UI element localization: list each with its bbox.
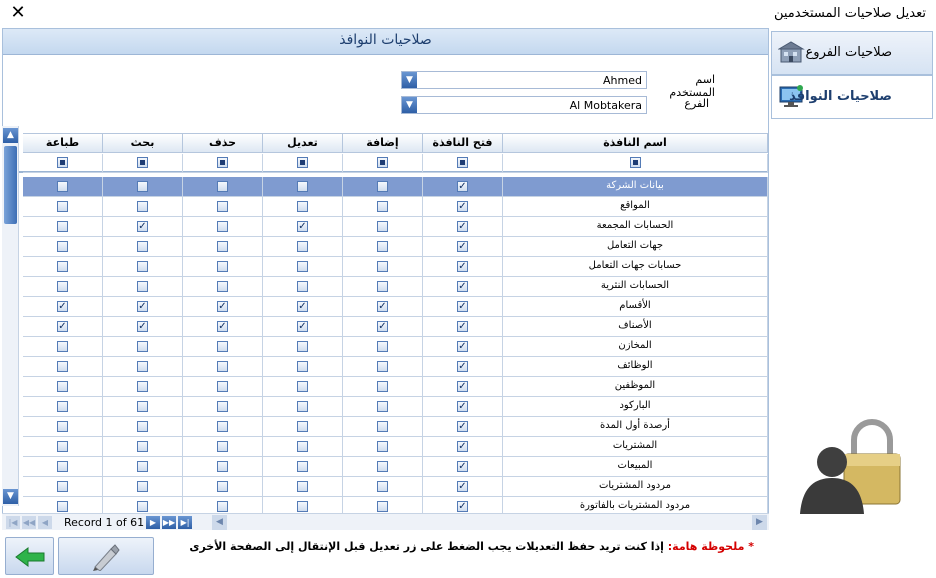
window-name-cell: المخازن bbox=[503, 337, 768, 357]
permission-cell bbox=[23, 177, 103, 197]
permission-checkbox[interactable] bbox=[137, 421, 148, 432]
prev-page-icon[interactable]: ◀◀ bbox=[22, 518, 36, 527]
select-all-checkbox[interactable] bbox=[137, 157, 148, 168]
permission-cell bbox=[263, 277, 343, 297]
back-arrow-icon bbox=[14, 546, 46, 568]
permission-cell bbox=[103, 397, 183, 417]
window-name-cell: المواقع bbox=[503, 197, 768, 217]
table-row[interactable] bbox=[23, 177, 768, 197]
permission-checkbox[interactable] bbox=[57, 221, 68, 232]
permission-cell bbox=[103, 337, 183, 357]
building-icon bbox=[778, 40, 806, 66]
select-all-cell bbox=[423, 154, 503, 173]
permission-cell bbox=[423, 457, 503, 477]
scroll-up-icon[interactable]: ▲ bbox=[3, 128, 18, 143]
permission-checkbox[interactable] bbox=[137, 201, 148, 212]
permission-cell bbox=[183, 217, 263, 237]
user-value: Ahmed bbox=[603, 74, 642, 87]
permission-cell bbox=[23, 317, 103, 337]
permission-cell bbox=[183, 237, 263, 257]
permission-cell bbox=[183, 437, 263, 457]
panel-title: صلاحيات النوافذ bbox=[339, 32, 432, 48]
permission-checkbox[interactable] bbox=[297, 321, 308, 332]
permission-cell bbox=[23, 337, 103, 357]
permission-checkbox[interactable] bbox=[377, 301, 388, 312]
back-button[interactable] bbox=[5, 537, 54, 575]
permission-checkbox[interactable] bbox=[457, 301, 468, 312]
permission-cell bbox=[103, 417, 183, 437]
permission-checkbox[interactable] bbox=[457, 361, 468, 372]
permission-checkbox[interactable] bbox=[297, 341, 308, 352]
permission-cell bbox=[423, 317, 503, 337]
table-row[interactable] bbox=[23, 337, 768, 357]
permission-checkbox[interactable] bbox=[457, 221, 468, 232]
permission-cell bbox=[103, 357, 183, 377]
table-row[interactable] bbox=[23, 397, 768, 417]
record-counter: Record 1 of 61 bbox=[64, 516, 145, 529]
permission-checkbox[interactable] bbox=[297, 261, 308, 272]
permission-checkbox[interactable] bbox=[217, 241, 228, 252]
permission-cell bbox=[103, 197, 183, 217]
permission-checkbox[interactable] bbox=[297, 481, 308, 492]
permission-cell bbox=[343, 377, 423, 397]
permission-checkbox[interactable] bbox=[217, 381, 228, 392]
select-all-cell bbox=[23, 154, 103, 173]
permission-cell bbox=[263, 297, 343, 317]
permission-checkbox[interactable] bbox=[297, 301, 308, 312]
permission-cell bbox=[343, 277, 423, 297]
permission-checkbox[interactable] bbox=[457, 441, 468, 452]
permission-checkbox[interactable] bbox=[457, 181, 468, 192]
permission-checkbox[interactable] bbox=[377, 221, 388, 232]
col-header-window-name[interactable]: اسم النافذة bbox=[503, 133, 768, 153]
permission-checkbox[interactable] bbox=[377, 441, 388, 452]
permission-cell bbox=[423, 197, 503, 217]
permission-cell bbox=[423, 397, 503, 417]
permission-cell bbox=[23, 437, 103, 457]
permission-cell bbox=[263, 377, 343, 397]
permission-checkbox[interactable] bbox=[377, 481, 388, 492]
permission-cell bbox=[23, 377, 103, 397]
chevron-down-icon[interactable]: ▼ bbox=[402, 72, 417, 88]
col-header-search[interactable]: بحث bbox=[103, 133, 183, 153]
permission-checkbox[interactable] bbox=[57, 381, 68, 392]
note-star: * bbox=[748, 540, 754, 553]
permission-cell bbox=[343, 417, 423, 437]
permission-cell bbox=[23, 237, 103, 257]
permission-cell bbox=[263, 317, 343, 337]
select-all-cell bbox=[263, 154, 343, 173]
permission-cell bbox=[23, 217, 103, 237]
permission-cell bbox=[183, 337, 263, 357]
permission-checkbox[interactable] bbox=[137, 321, 148, 332]
scroll-down-icon[interactable]: ▼ bbox=[3, 489, 18, 504]
permission-cell bbox=[423, 437, 503, 457]
note-text: إذا كنت تريد حفظ التعديلات يجب الضغط على زر تعديل قبل الإنتقال إلى الصفحة الأخرى bbox=[189, 540, 664, 553]
permission-checkbox[interactable] bbox=[137, 181, 148, 192]
permission-checkbox[interactable] bbox=[297, 461, 308, 472]
permission-cell bbox=[183, 257, 263, 277]
permission-cell bbox=[103, 217, 183, 237]
permission-cell bbox=[263, 477, 343, 497]
permission-cell bbox=[183, 197, 263, 217]
permission-checkbox[interactable] bbox=[377, 321, 388, 332]
permission-checkbox[interactable] bbox=[137, 301, 148, 312]
permission-checkbox[interactable] bbox=[137, 241, 148, 252]
permission-checkbox[interactable] bbox=[217, 221, 228, 232]
table-row[interactable] bbox=[23, 237, 768, 257]
permission-cell bbox=[183, 477, 263, 497]
permission-cell bbox=[343, 177, 423, 197]
permission-checkbox[interactable] bbox=[377, 281, 388, 292]
window-name-cell: حسابات جهات التعامل bbox=[503, 257, 768, 277]
tab-branch-permissions-label: صلاحيات الفروع bbox=[805, 45, 892, 60]
permission-cell bbox=[263, 237, 343, 257]
branch-label: الفرع bbox=[684, 97, 709, 110]
permission-checkbox[interactable] bbox=[457, 341, 468, 352]
permission-checkbox[interactable] bbox=[57, 501, 68, 512]
permission-cell bbox=[23, 397, 103, 417]
permission-cell bbox=[183, 277, 263, 297]
permission-checkbox[interactable] bbox=[297, 421, 308, 432]
permission-cell bbox=[423, 377, 503, 397]
select-all-checkbox[interactable] bbox=[57, 157, 68, 168]
branch-value: Al Mobtakera bbox=[569, 99, 642, 112]
permission-cell bbox=[103, 237, 183, 257]
permission-checkbox[interactable] bbox=[457, 461, 468, 472]
permission-cell bbox=[343, 457, 423, 477]
table-row[interactable] bbox=[23, 197, 768, 217]
permission-checkbox[interactable] bbox=[217, 501, 228, 512]
col-header-add[interactable]: إضافة bbox=[343, 133, 423, 153]
permission-checkbox[interactable] bbox=[137, 481, 148, 492]
permission-checkbox[interactable] bbox=[57, 301, 68, 312]
window-name-cell: الموظفين bbox=[503, 377, 768, 397]
permission-checkbox[interactable] bbox=[137, 341, 148, 352]
permission-checkbox[interactable] bbox=[217, 401, 228, 412]
permission-checkbox[interactable] bbox=[297, 441, 308, 452]
last-record-icon[interactable]: ▶| bbox=[178, 516, 192, 529]
important-note bbox=[189, 540, 754, 553]
permission-checkbox[interactable] bbox=[297, 381, 308, 392]
permission-checkbox[interactable] bbox=[297, 361, 308, 372]
permission-cell bbox=[343, 237, 423, 257]
permission-checkbox[interactable] bbox=[457, 201, 468, 212]
permission-cell bbox=[183, 177, 263, 197]
title-bar bbox=[0, 0, 936, 28]
permission-cell bbox=[343, 477, 423, 497]
permission-checkbox[interactable] bbox=[217, 481, 228, 492]
window-name-cell: المشتريات bbox=[503, 437, 768, 457]
tab-window-permissions[interactable] bbox=[771, 75, 933, 119]
table-row[interactable] bbox=[23, 437, 768, 457]
permission-cell bbox=[103, 177, 183, 197]
permission-cell bbox=[263, 437, 343, 457]
panel-header bbox=[3, 29, 768, 55]
window-name-cell: المبيعات bbox=[503, 457, 768, 477]
permission-cell bbox=[423, 237, 503, 257]
window-name-cell: بيانات الشركة bbox=[503, 177, 768, 197]
permission-cell bbox=[343, 357, 423, 377]
user-lock-icon bbox=[796, 414, 908, 518]
close-icon[interactable]: ✕ bbox=[10, 2, 26, 23]
permission-cell bbox=[23, 477, 103, 497]
scroll-left-icon[interactable]: ◀ bbox=[212, 515, 227, 530]
permission-checkbox[interactable] bbox=[57, 461, 68, 472]
scroll-right-icon[interactable]: ▶ bbox=[752, 515, 767, 530]
permission-cell bbox=[183, 417, 263, 437]
permission-checkbox[interactable] bbox=[457, 321, 468, 332]
window-name-cell: الأصناف bbox=[503, 317, 768, 337]
permission-cell bbox=[23, 417, 103, 437]
permission-cell bbox=[263, 197, 343, 217]
permission-checkbox[interactable] bbox=[217, 301, 228, 312]
permission-checkbox[interactable] bbox=[137, 501, 148, 512]
table-row[interactable] bbox=[23, 297, 768, 317]
user-label: اسم المستخدم bbox=[669, 73, 715, 99]
window-name-cell: مردود المشتريات بالفاتورة bbox=[503, 497, 768, 517]
permission-cell bbox=[343, 217, 423, 237]
table-row[interactable] bbox=[23, 317, 768, 337]
permission-checkbox[interactable] bbox=[137, 441, 148, 452]
permission-cell bbox=[343, 437, 423, 457]
first-record-icon[interactable]: |◀ bbox=[6, 516, 20, 529]
permission-checkbox[interactable] bbox=[297, 281, 308, 292]
permission-cell bbox=[263, 217, 343, 237]
select-all-cell bbox=[343, 154, 423, 173]
permission-checkbox[interactable] bbox=[137, 281, 148, 292]
table-row[interactable] bbox=[23, 357, 768, 377]
permission-checkbox[interactable] bbox=[457, 481, 468, 492]
permission-checkbox[interactable] bbox=[297, 501, 308, 512]
tab-branch-permissions[interactable] bbox=[771, 31, 933, 75]
permission-cell bbox=[423, 217, 503, 237]
permission-checkbox[interactable] bbox=[57, 361, 68, 372]
edit-button[interactable] bbox=[58, 537, 154, 575]
permission-checkbox[interactable] bbox=[217, 441, 228, 452]
record-navigator bbox=[2, 513, 769, 530]
permission-cell bbox=[423, 177, 503, 197]
permission-cell bbox=[103, 457, 183, 477]
permission-checkbox[interactable] bbox=[457, 261, 468, 272]
permission-cell bbox=[183, 377, 263, 397]
permission-checkbox[interactable] bbox=[377, 421, 388, 432]
permission-cell bbox=[183, 457, 263, 477]
permission-cell bbox=[263, 337, 343, 357]
window-name-cell: الحسابات المجمعة bbox=[503, 217, 768, 237]
select-all-checkbox[interactable] bbox=[377, 157, 388, 168]
permission-cell bbox=[263, 357, 343, 377]
permission-checkbox[interactable] bbox=[457, 241, 468, 252]
window-name-cell: جهات التعامل bbox=[503, 237, 768, 257]
permission-cell bbox=[343, 297, 423, 317]
window-name-cell: الأقسام bbox=[503, 297, 768, 317]
col-header-print[interactable]: طباعة bbox=[23, 133, 103, 153]
permission-checkbox[interactable] bbox=[297, 221, 308, 232]
permission-checkbox[interactable] bbox=[457, 501, 468, 512]
permission-checkbox[interactable] bbox=[57, 441, 68, 452]
permission-checkbox[interactable] bbox=[57, 261, 68, 272]
permission-cell bbox=[23, 197, 103, 217]
permission-checkbox[interactable] bbox=[377, 341, 388, 352]
permission-cell bbox=[343, 337, 423, 357]
window-name-cell: الحسابات النثرية bbox=[503, 277, 768, 297]
select-all-checkbox[interactable] bbox=[630, 157, 641, 168]
permission-cell bbox=[103, 297, 183, 317]
prev-record-icon[interactable]: ◀ bbox=[38, 516, 52, 529]
table-row[interactable] bbox=[23, 377, 768, 397]
permission-cell bbox=[23, 457, 103, 477]
permission-checkbox[interactable] bbox=[217, 181, 228, 192]
select-all-checkbox[interactable] bbox=[217, 157, 228, 168]
permission-checkbox[interactable] bbox=[137, 461, 148, 472]
select-all-checkbox[interactable] bbox=[457, 157, 468, 168]
permission-cell bbox=[343, 197, 423, 217]
permission-checkbox[interactable] bbox=[377, 461, 388, 472]
permission-checkbox[interactable] bbox=[217, 421, 228, 432]
permission-cell bbox=[103, 477, 183, 497]
table-row[interactable] bbox=[23, 457, 768, 477]
pen-icon bbox=[91, 543, 121, 571]
permission-cell bbox=[103, 377, 183, 397]
col-header-edit[interactable]: تعديل bbox=[263, 133, 343, 153]
permission-checkbox[interactable] bbox=[57, 201, 68, 212]
permission-checkbox[interactable] bbox=[137, 401, 148, 412]
permission-cell bbox=[423, 257, 503, 277]
next-record-icon[interactable]: ▶ bbox=[146, 516, 160, 529]
chevron-down-icon[interactable]: ▼ bbox=[402, 97, 417, 113]
permissions-panel bbox=[2, 28, 769, 530]
user-combo[interactable] bbox=[401, 71, 647, 89]
window-name-cell: مردود المشتريات bbox=[503, 477, 768, 497]
permission-cell bbox=[183, 357, 263, 377]
permission-checkbox[interactable] bbox=[217, 341, 228, 352]
permission-cell bbox=[263, 397, 343, 417]
select-all-cell bbox=[183, 154, 263, 173]
permission-checkbox[interactable] bbox=[57, 241, 68, 252]
tab-window-permissions-label: صلاحيات النوافذ bbox=[789, 89, 892, 104]
permission-cell bbox=[183, 397, 263, 417]
permission-checkbox[interactable] bbox=[457, 401, 468, 412]
permission-cell bbox=[103, 437, 183, 457]
permission-checkbox[interactable] bbox=[57, 481, 68, 492]
permission-checkbox[interactable] bbox=[377, 401, 388, 412]
table-row[interactable] bbox=[23, 217, 768, 237]
window-name-cell: الوظائف bbox=[503, 357, 768, 377]
select-all-cell bbox=[103, 154, 183, 173]
window-title: تعديل صلاحيات المستخدمين bbox=[773, 6, 926, 21]
permission-checkbox[interactable] bbox=[57, 321, 68, 332]
permission-checkbox[interactable] bbox=[57, 281, 68, 292]
permission-cell bbox=[103, 317, 183, 337]
permission-checkbox[interactable] bbox=[377, 361, 388, 372]
permission-checkbox[interactable] bbox=[57, 341, 68, 352]
permission-checkbox[interactable] bbox=[57, 421, 68, 432]
permission-cell bbox=[343, 397, 423, 417]
select-all-cell bbox=[503, 154, 768, 173]
table-row[interactable] bbox=[23, 277, 768, 297]
scroll-thumb[interactable] bbox=[4, 146, 17, 224]
permission-checkbox[interactable] bbox=[377, 181, 388, 192]
window-name-cell: الباركود bbox=[503, 397, 768, 417]
permission-cell bbox=[423, 477, 503, 497]
note-important-label: ملحوظة هامة: bbox=[667, 540, 745, 553]
permission-checkbox[interactable] bbox=[457, 281, 468, 292]
table-row[interactable] bbox=[23, 257, 768, 277]
permission-cell bbox=[423, 337, 503, 357]
select-all-checkbox[interactable] bbox=[297, 157, 308, 168]
permission-cell bbox=[23, 297, 103, 317]
permission-cell bbox=[103, 277, 183, 297]
permission-cell bbox=[23, 357, 103, 377]
permission-checkbox[interactable] bbox=[377, 501, 388, 512]
permission-cell bbox=[23, 277, 103, 297]
next-page-icon[interactable]: ▶▶ bbox=[162, 518, 176, 527]
permission-cell bbox=[183, 317, 263, 337]
permission-checkbox[interactable] bbox=[297, 241, 308, 252]
permission-checkbox[interactable] bbox=[137, 381, 148, 392]
permission-checkbox[interactable] bbox=[297, 181, 308, 192]
permission-checkbox[interactable] bbox=[457, 421, 468, 432]
permission-checkbox[interactable] bbox=[217, 261, 228, 272]
permission-checkbox[interactable] bbox=[297, 401, 308, 412]
permission-cell bbox=[343, 257, 423, 277]
window-name-cell: أرصدة أول المدة bbox=[503, 417, 768, 437]
permission-cell bbox=[423, 357, 503, 377]
permission-checkbox[interactable] bbox=[217, 321, 228, 332]
permission-checkbox[interactable] bbox=[377, 241, 388, 252]
col-header-delete[interactable]: حذف bbox=[183, 133, 263, 153]
permission-cell bbox=[423, 297, 503, 317]
permission-checkbox[interactable] bbox=[377, 201, 388, 212]
permission-cell bbox=[423, 277, 503, 297]
permission-checkbox[interactable] bbox=[57, 181, 68, 192]
vertical-scrollbar[interactable] bbox=[2, 126, 19, 506]
col-header-open[interactable]: فتح النافذة bbox=[423, 133, 503, 153]
permission-checkbox[interactable] bbox=[137, 261, 148, 272]
permission-cell bbox=[23, 257, 103, 277]
permission-checkbox[interactable] bbox=[217, 281, 228, 292]
permission-checkbox[interactable] bbox=[217, 461, 228, 472]
permission-checkbox[interactable] bbox=[217, 361, 228, 372]
permission-cell bbox=[263, 257, 343, 277]
permission-cell bbox=[263, 457, 343, 477]
permission-checkbox[interactable] bbox=[457, 381, 468, 392]
permission-checkbox[interactable] bbox=[377, 381, 388, 392]
permission-checkbox[interactable] bbox=[217, 201, 228, 212]
permission-checkbox[interactable] bbox=[137, 361, 148, 372]
table-row[interactable] bbox=[23, 477, 768, 497]
table-row[interactable] bbox=[23, 417, 768, 437]
permission-cell bbox=[263, 417, 343, 437]
permission-cell bbox=[183, 297, 263, 317]
permission-cell bbox=[103, 257, 183, 277]
permission-checkbox[interactable] bbox=[297, 201, 308, 212]
permission-cell bbox=[343, 317, 423, 337]
permission-cell bbox=[263, 177, 343, 197]
permission-checkbox[interactable] bbox=[57, 401, 68, 412]
permission-checkbox[interactable] bbox=[377, 261, 388, 272]
permission-checkbox[interactable] bbox=[137, 221, 148, 232]
branch-combo[interactable] bbox=[401, 96, 647, 114]
permission-cell bbox=[423, 417, 503, 437]
